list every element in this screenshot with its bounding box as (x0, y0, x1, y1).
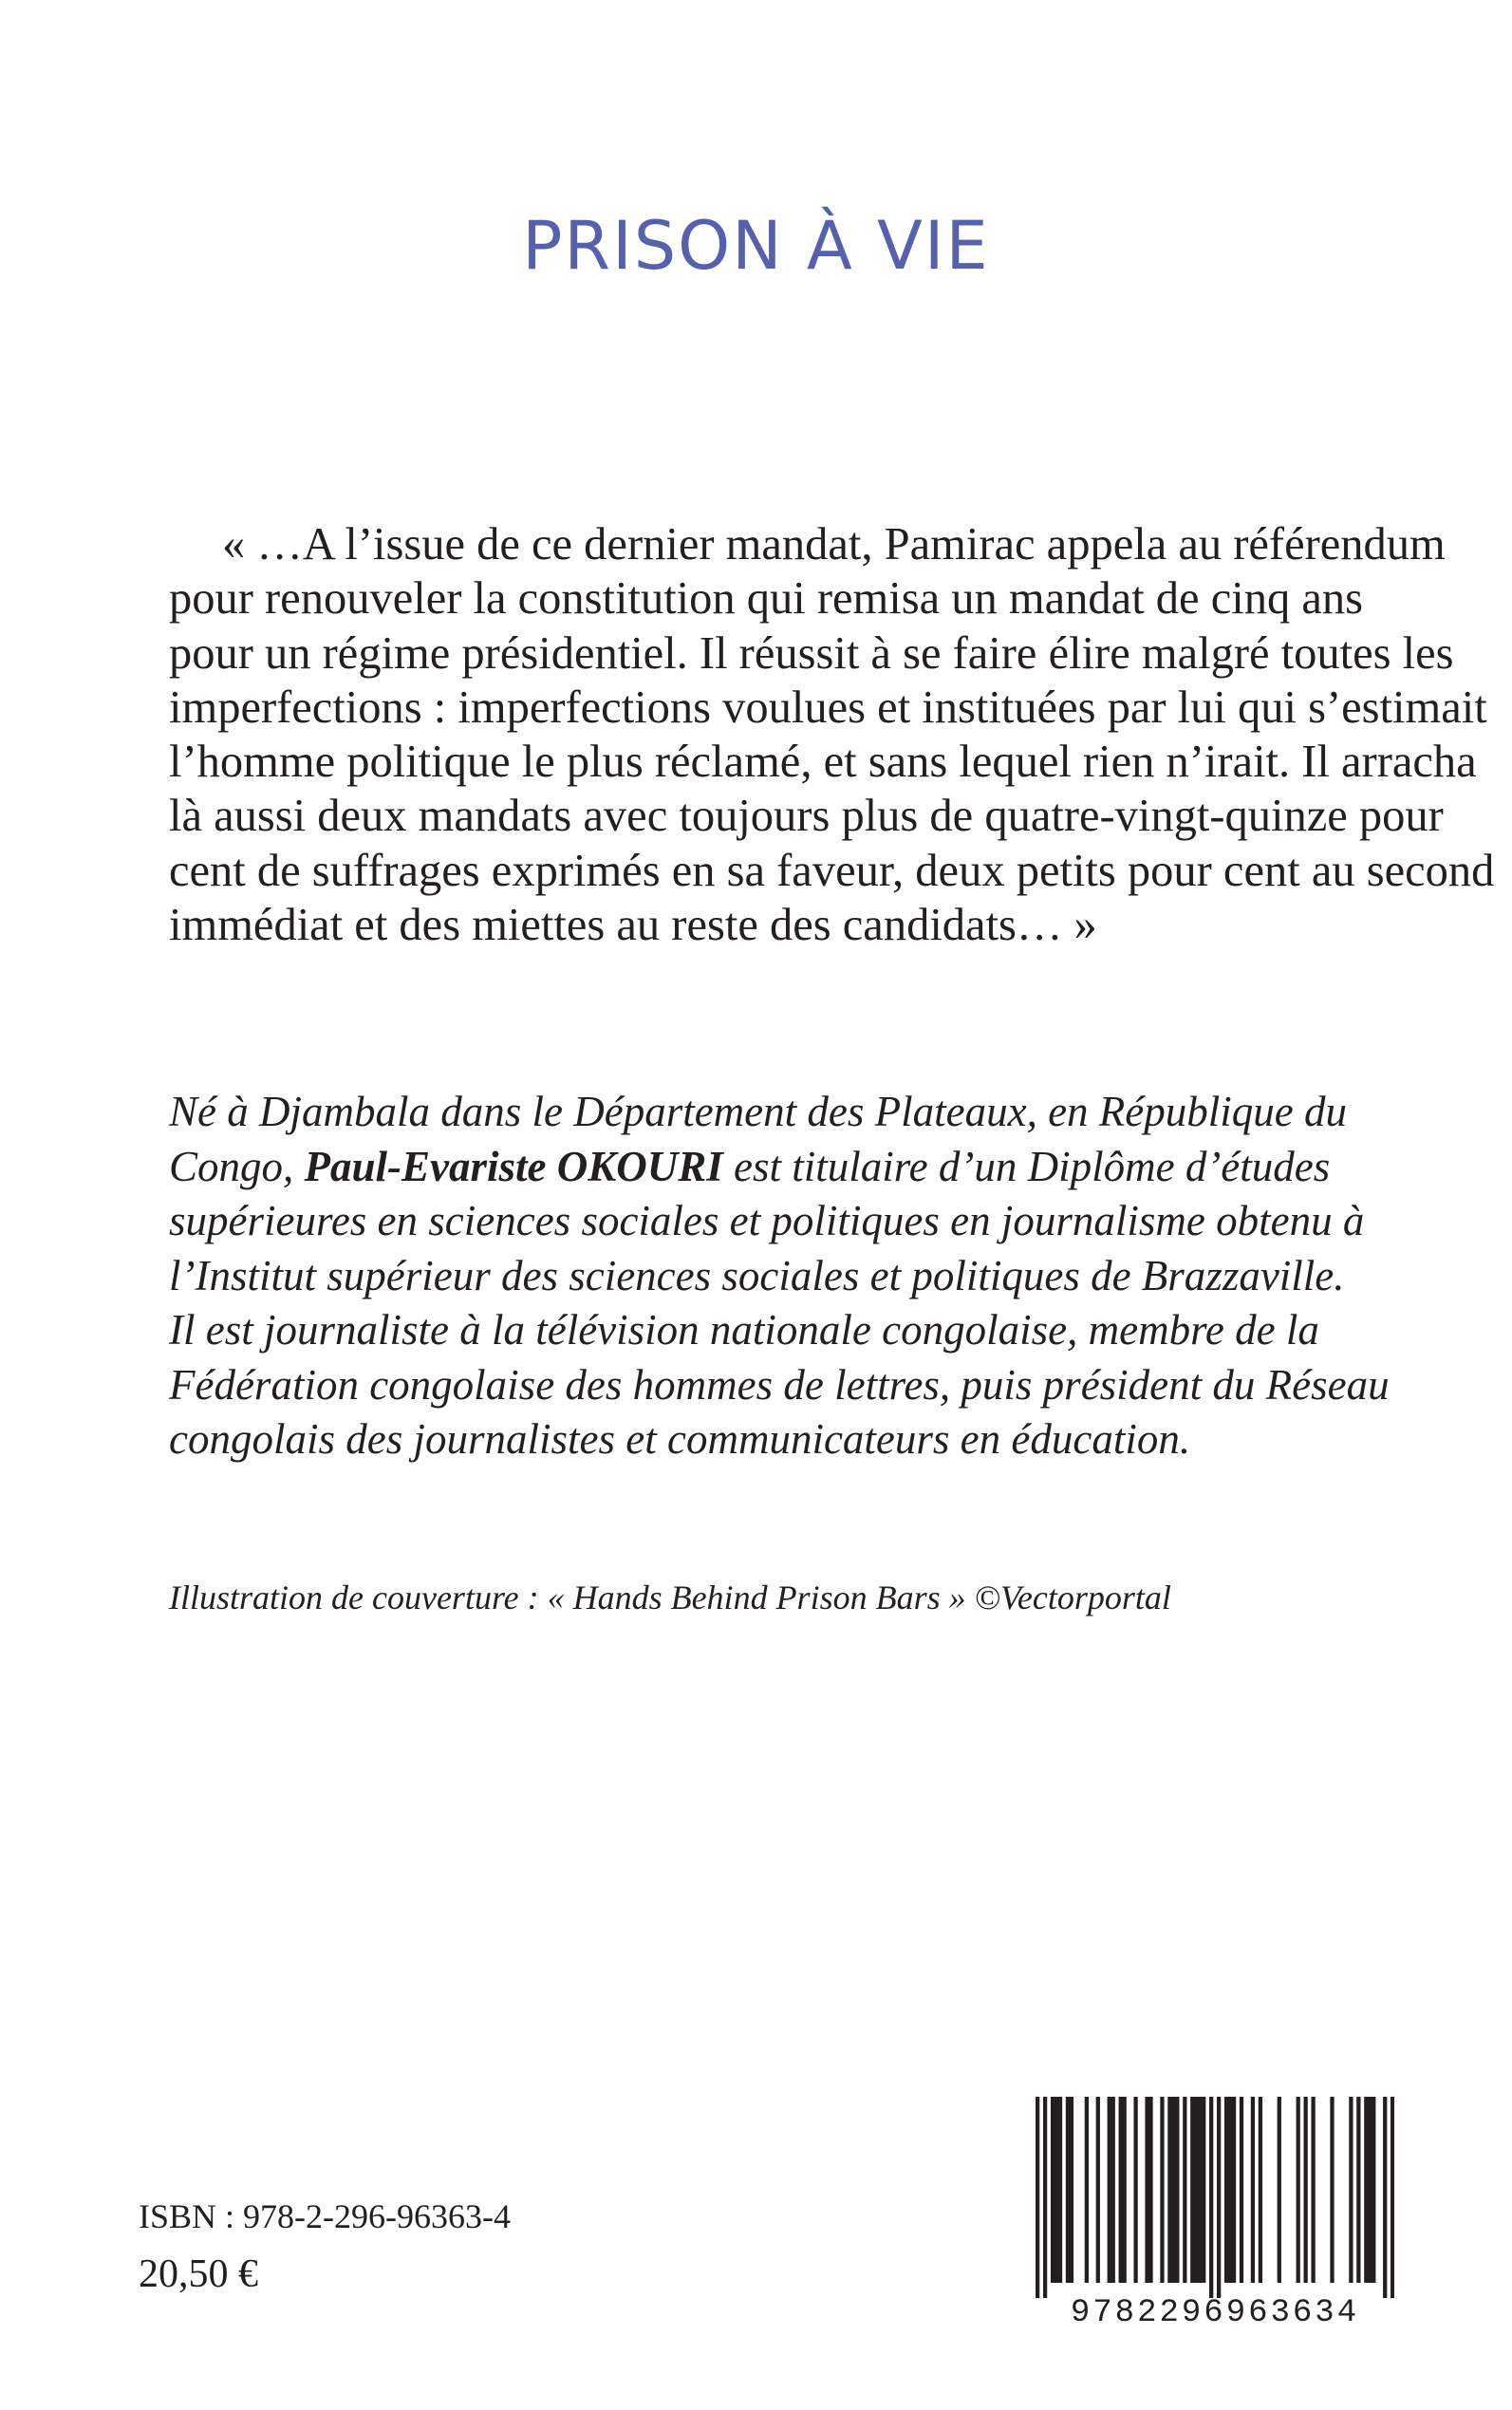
isbn: ISBN : 978-2-296-96363-4 (139, 2197, 511, 2235)
barcode-bar (1066, 2097, 1070, 2283)
bio-line: supérieures en sciences sociales et politiques en journalisme obtenu à (169, 1197, 1365, 1244)
barcode-bar (1171, 2097, 1175, 2283)
barcode-bar (1051, 2097, 1055, 2283)
price: 20,50 € (139, 2252, 258, 2296)
barcode-bar (1175, 2097, 1179, 2283)
illustration-credit: Illustration de couverture : « Hands Behind Prison Bars » ©Vectorportal (169, 1579, 1171, 1616)
barcode-bar (1356, 2097, 1360, 2283)
excerpt-line: pour renouveler la constitution qui remisa un mandat de cinq ans (169, 573, 1363, 625)
author-name: Paul-Evariste OKOURI (304, 1142, 723, 1190)
barcode-bar (1058, 2097, 1062, 2283)
barcode-bar (1311, 2097, 1315, 2283)
barcode-bar (1190, 2097, 1194, 2283)
excerpt-line: « …A l’issue de ce dernier mandat, Pamirac appela au référendum (222, 519, 1446, 570)
barcode-bar (1228, 2097, 1232, 2283)
barcode-bar (1183, 2097, 1186, 2283)
barcode-bar (1036, 2097, 1039, 2298)
bio-line: Fédération congolaise des hommes de lettres, puis président du Réseau (169, 1360, 1390, 1409)
bio-text: est titulaire d’un Diplôme d’études (734, 1142, 1331, 1190)
barcode-bar (1167, 2097, 1171, 2283)
barcode-bar (1194, 2097, 1198, 2283)
barcode-bar (1133, 2097, 1137, 2283)
barcode-bar (1278, 2097, 1281, 2283)
barcode-bar (1297, 2097, 1300, 2283)
barcode-bar (1202, 2097, 1205, 2283)
bio-line (169, 1140, 1331, 1195)
barcode (1036, 2097, 1394, 2328)
barcode-bar (1209, 2097, 1213, 2298)
barcode-bar (1349, 2097, 1353, 2283)
barcode-bar (1148, 2097, 1152, 2283)
excerpt-line: cent de suffrages exprimés en sa faveur, deux petits pour cent au second (169, 845, 1495, 896)
barcode-bar (1368, 2097, 1372, 2283)
barcode-bar (1108, 2097, 1111, 2283)
book-title: PRISON À VIE (522, 207, 990, 285)
barcode-bar (1304, 2097, 1308, 2283)
barcode-bar (1096, 2097, 1100, 2283)
back-cover-excerpt (169, 517, 1495, 952)
barcode-bar (1160, 2097, 1164, 2283)
barcode-bar (1217, 2097, 1221, 2298)
barcode-bar (1145, 2097, 1148, 2283)
barcode-digits: 9782296963634 (1070, 2295, 1360, 2328)
bio-line: Il est journaliste à la télévision nationale congolaise, membre de la (169, 1306, 1319, 1354)
excerpt-line: imperfections : imperfections voulues et instituées par lui qui s’estimait (169, 682, 1487, 733)
barcode-bar (1123, 2097, 1127, 2283)
barcode-bar (1043, 2097, 1047, 2298)
barcode-bar (1240, 2097, 1243, 2283)
barcode-bar (1372, 2097, 1375, 2283)
barcode-background (1036, 2097, 1394, 2328)
bio-line: l’Institut supérieur des sciences sociales et politiques de Brazzaville. (169, 1251, 1345, 1299)
barcode-bar (1119, 2097, 1123, 2283)
excerpt-line: immédiat et des miettes au reste des candidats… » (169, 900, 1097, 951)
barcode-bar (1251, 2097, 1255, 2283)
excerpt-line: là aussi deux mandats avec toujours plus de quatre-vingt-quinze pour (169, 791, 1444, 842)
barcode-bar (1224, 2097, 1228, 2283)
bio-line: congolais des journalistes et communicateurs en éducation. (169, 1415, 1191, 1463)
barcode-bar (1364, 2097, 1368, 2283)
barcode-bar (1111, 2097, 1115, 2283)
bio-line: Né à Djambala dans le Département des Plateaux, en République du (169, 1088, 1347, 1135)
barcode-bar (1055, 2097, 1058, 2283)
barcode-bar (1232, 2097, 1236, 2283)
barcode-bar (1085, 2097, 1089, 2283)
barcode-bar (1383, 2097, 1387, 2298)
author-bio (169, 1085, 1390, 1467)
excerpt-line: l’homme politique le plus réclamé, et sans lequel rien n’irait. Il arracha (169, 737, 1477, 788)
barcode-bar (1391, 2097, 1394, 2298)
excerpt-line: pour un régime présidentiel. Il réussit à se faire élire malgré toutes les (169, 627, 1454, 679)
barcode-bar (1070, 2097, 1073, 2283)
bio-text: Congo, (169, 1142, 294, 1190)
barcode-bar (1198, 2097, 1202, 2283)
barcode-bar (1259, 2097, 1262, 2283)
barcode-bar (1330, 2097, 1334, 2283)
